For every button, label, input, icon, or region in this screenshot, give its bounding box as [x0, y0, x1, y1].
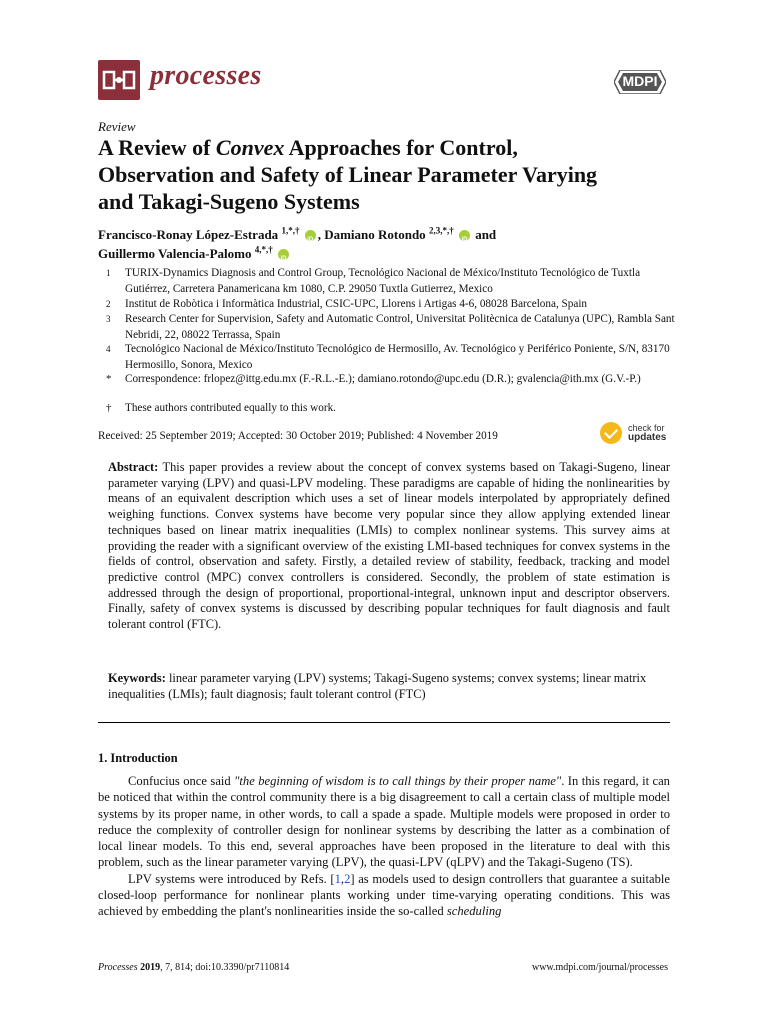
keywords [108, 671, 670, 702]
footer-citation: Processes 2019, 7, 814; doi:10.3390/pr7110814 [98, 962, 290, 973]
section-heading: 1. Introduction [98, 751, 178, 765]
journal-logo-icon [98, 60, 140, 100]
keywords-label: Keywords: [108, 671, 166, 685]
abstract-text: This paper provides a review about the concept of convex systems based on Takagi-Sugeno, linear parameter varying (LPV) and quasi-LPV modeling. These paradigms are capable of hiding the nonlinearities by means of an equivalent description which uses a set of linear models interpolated by appropriately defined weighing functions. Convex systems have become very popular since they allow applying extended linear techniques based on linear matrix inequalities (LMIs) to complex nonlinear systems. This survey aims at providing the reader with a significant overview of the existing LMI-based techniques for convex systems in the fields of control, observation and safety. Firstly, a detailed review of stability, feedback, tracking and model predictive control (MPC) convex controllers is considered. Secondly, the problem of state estimation is addressed through the design of proportional, proportional-integral, unknown input and descriptor observers. Finally, safety of convex systems is discussed by describing popular techniques for fault diagnosis and fault tolerant control (FTC). [108, 460, 670, 632]
orcid-icon[interactable] [459, 230, 470, 241]
paper-page: processes MDPI Review A Review of Convex Approaches for Control, Observation and Safety of Linear Parameter Varying and Takagi-Sugeno Systems Francisco-Ronay López-Estrada $^{1,*,\dagger}$ iD , Damiano Rotondo $^{2,3,*,\dagger}$ iD and Guillermo Valencia-Palomo $^{4,*,\dagger}$ iD 1 TURIX-Dynamics Diagnosis and Control Group, Tecnológico Nacional de México/Instituto Tecnológico de Tuxtla Gutiérrez, Carretera Panamericana km 1080, C.P. 29050 Tuxtla Gutierrez, Mexico 2 Institut de Robòtica i Informàtica Industrial, CSIC-UPC, Llorens i Artigas 4-6, 08028 Barcelona, Spain 3 Research Center for Supervision, Safety and Automatic Control, Universitat Politècnica de Catalunya (UPC), Rambla Sant Nebridi, 22, 08022 Terrassa, Spain 4 Tecnológico Nacional de México/Instituto Tecnológico de Hermosillo, Av. Tecnológico y Periférico Poniente, S/N, 83170 Hermosillo, Sonora, Mexico * Correspondence: frlopez@ittg.edu.mx (F.-R.L.-E.); damiano.rotondo@upc.edu (D.R.); gvalencia@ith.mx (G.V.-P.) † These authors contributed equally to this work. Received: 25 September 2019; Accepted: 30 October 2019; Published: 4 November 2019 check for updates Abstract: This paper provides a review about the concept of convex systems based on Takagi-Sugeno, linear parameter varying (LPV) and quasi-LPV modeling. These paradigms are capable of hiding the nonlinearities by means of an equivalent description which uses a set of linear models interpolated by appropriately defined weighing functions. Convex systems have become very popular since they allow applying extended linear techniques based on linear matrix inequalities (LMIs) to complex nonlinear systems. This survey aims at providing the reader with a significant overview of the existing LMI-based techniques for convex systems in the fields of control, observation and safety. Firstly, a detailed review of stability, feedback, tracking and model predictive control (MPC) convex controllers is considered. Secondly, the problem of state estimation is addressed through the design of proportional, proportional-integral, unknown input and descriptor observers. Finally, safety of convex systems is discussed by describing popular techniques for fault diagnosis and fault tolerant control (FTC). Keywords: linear parameter varying (LPV) systems; Takagi-Sugeno systems; convex systems; linear matrix inequalities (LMIs); fault diagnosis; fault tolerant control (FTC) 1. Introduction Confucius once said "the beginning of wisdom is to call things by their proper name". In this regard, it can be noticed that within the control community there is a big disagreement to call a certain class of multiple model systems by its proper name, in other words, to call a spade a spade. Multiple models were proposed in order to reduce the complexity of controller design for nonlinear systems by describing the latter as a combination of local linear models. To this end, several approaches have been proposed in the literature to deal with this problem, such as the linear parameter varying (LPV), the quasi-LPV (qLPV) and the Takagi-Sugeno (TS). LPV systems were introduced by Refs. [1,2] as models used to design controllers that guarantee a suitable closed-loop performance for nonlinear plants working under time-varying operating conditions. This was achieved by embedding the plant's nonlinearities inside the so-called scheduling Processes 2019, 7, 814; doi:10.3390/pr7110814 www.mdpi.com/journal/processes [0, 0, 768, 1024]
author-name[interactable]: Damiano Rotondo [324, 227, 426, 242]
author-sup: 4,*,† [254, 244, 273, 255]
title-line-3: and Takagi-Sugeno Systems [98, 189, 360, 214]
orcid-icon[interactable] [305, 230, 316, 241]
paper-title [98, 134, 678, 215]
author-and: and [475, 227, 497, 242]
reference-link[interactable]: 2 [344, 871, 351, 886]
author-sup: 2,3,*,† [428, 225, 454, 236]
author-name[interactable]: Francisco-Ronay López-Estrada [98, 227, 279, 242]
mdpi-logo-text: MDPI [622, 73, 658, 89]
title-line-2: Observation and Safety of Linear Parameter Varying [98, 162, 598, 187]
divider [98, 722, 670, 723]
author-list: Francisco-Ronay López-Estrada $^{1,*,\dagger}$ iD , Damiano Rotondo $^{2,3,*,\dagger}$ iD and Guillermo Valencia-Palomo $^{4,*,\dagger}$ iD [98, 225, 678, 263]
journal-name: processes [150, 60, 262, 91]
keywords-text: linear parameter varying (LPV) systems; Takagi-Sugeno systems; convex systems; linear matrix inequalities (LMIs); fault diagnosis; fault tolerant control (FTC) [108, 671, 647, 701]
check-icon [600, 422, 622, 444]
paragraph: LPV systems were introduced by Refs. [1,2] as models used to design controllers that guarantee a suitable closed-loop performance for nonlinear plants working under time-varying operating conditions. This was achieved by embedding the plant's nonlinearities inside the so-called scheduling [98, 871, 670, 919]
article-type: Review [98, 119, 136, 134]
body-text [98, 773, 670, 920]
footer-url[interactable]: www.mdpi.com/journal/processes [532, 962, 668, 973]
publication-dates: Received: 25 September 2019; Accepted: 30 October 2019; Published: 4 November 2019 [98, 430, 498, 442]
title-line-1: A Review of Convex Approaches for Control, [98, 135, 518, 160]
abstract [108, 460, 670, 633]
orcid-icon[interactable] [278, 249, 289, 260]
reference-link[interactable]: 1 [334, 871, 341, 886]
author-name[interactable]: Guillermo Valencia-Palomo [98, 246, 252, 261]
author-sup: 1,*,† [281, 225, 300, 236]
mdpi-logo [614, 70, 666, 94]
abstract-label: Abstract: [108, 460, 159, 474]
check-for-updates-button[interactable]: check for updates [600, 420, 680, 448]
paragraph: Confucius once said "the beginning of wisdom is to call things by their proper name". In this regard, it can be noticed that within the control community there is a big disagreement to call a certain class of multiple model systems by its proper name, in other words, to call a spade a spade. Multiple models were proposed in order to reduce the complexity of controller design for nonlinear systems by describing the latter as a combination of local linear models. To this end, several approaches have been proposed in the literature to deal with this problem, such as the linear parameter varying (LPV), the quasi-LPV (qLPV) and the Takagi-Sugeno (TS). [98, 774, 670, 870]
